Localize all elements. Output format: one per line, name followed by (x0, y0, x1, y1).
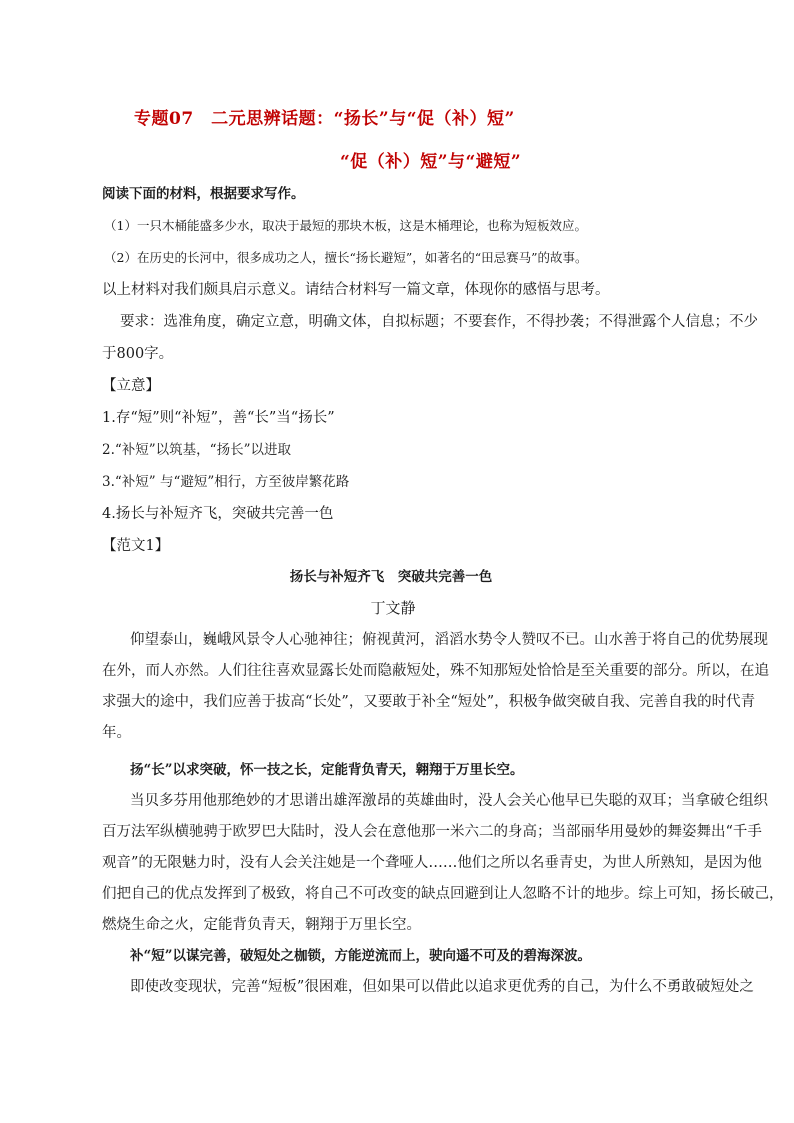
material-1: （1）一只木桶能盛多少水，取决于最短的那块木板，这是木桶理论，也称为短板效应。 (104, 218, 587, 233)
lizhi-item-2: 2.“补短”以筑基，“扬长”以进取 (102, 442, 291, 458)
paragraph-line: 观音”的无限魅力时，没有人会关注她是一个聋哑人……他们之所以名垂青史，为世人所熟知，是因为他 (102, 855, 762, 871)
essay-author: 丁文静 (370, 599, 416, 617)
material-2: （2）在历史的长河中，很多成功之人，擅长“扬长避短”，如著名的“田忌赛马”的故事。 (104, 250, 588, 265)
essay-heading: 【范文1】 (102, 538, 170, 554)
lizhi-item-3: 3.“补短” 与“避短”相行，方至彼岸繁花路 (102, 474, 350, 490)
paragraph-line: 们把自己的优点发挥到了极致，将自己不可改变的缺点回避到让人忽略不计的地步。综上可知，扬长破己， (102, 886, 784, 902)
document-subtitle: “促（补）短”与“避短” (340, 152, 522, 172)
lizhi-item-1: 1.存“短”则“补短”，善“长”当“扬长” (102, 410, 335, 426)
paragraph-line: 即使改变现状，完善“短板”很困难，但如果可以借此以追求更优秀的自己，为什么不勇敢破短处之 (130, 979, 754, 995)
lizhi-heading: 【立意】 (102, 378, 160, 394)
essay-subheading-2: 补“短”以谋完善，破短处之枷锁，方能逆流而上，驶向遥不可及的碧海深波。 (130, 948, 592, 964)
prompt-task: 以上材料对我们颇具启示意义。请结合材料写一篇文章，体现你的感悟与思考。 (102, 282, 610, 298)
prompt-requirements-1: 要求：选准角度，确定立意，明确文体，自拟标题；不要套作，不得抄袭；不得泄露个人信息；不少 (120, 314, 758, 330)
prompt-requirements-2: 于800字。 (102, 346, 174, 362)
paragraph-line: 燃烧生命之火，定能背负青天，翱翔于万里长空。 (102, 917, 421, 933)
essay-paragraph-1 (102, 625, 769, 749)
paragraph-line: 求强大的途中，我们应善于拔高“长处”，又要敢于补全“短处”，积极争做突破自我、完善自我的时代青 (102, 694, 756, 710)
paragraph-line: 在外，而人亦然。人们往往喜欢显露长处而隐蔽短处，殊不知那短处恰恰是至关重要的部分。所以，在追 (102, 663, 769, 679)
prompt-instruction: 阅读下面的材料，根据要求写作。 (102, 186, 305, 202)
essay-subheading-1: 扬“长”以求突破，怀一技之长，定能背负青天，翱翔于万里长空。 (130, 762, 524, 778)
essay-title: 扬长与补短齐飞 突破共完善一色 (289, 569, 493, 585)
paragraph-line: 年。 (102, 725, 131, 741)
essay-paragraph-2 (102, 786, 784, 941)
lizhi-item-4: 4.扬长与补短齐飞，突破共完善一色 (102, 506, 334, 522)
paragraph-line: 当贝多芬用他那绝妙的才思谱出雄浑激昂的英雄曲时，没人会关心他早已失聪的双耳；当拿破仑组织 (130, 793, 768, 809)
document-title: 专题07 二元思辨话题：“扬长”与“促（补）短” (134, 109, 515, 129)
essay-paragraph-3 (102, 972, 754, 1003)
paragraph-line: 仰望泰山，巍峨风景令人心驰神往；俯视黄河，滔滔水势令人赞叹不已。山水善于将自己的优势展现 (130, 632, 768, 648)
paragraph-line: 百万法军纵横驰骋于欧罗巴大陆时，没人会在意他那一米六二的身高；当部丽华用曼妙的舞姿舞出“千手 (102, 824, 762, 840)
